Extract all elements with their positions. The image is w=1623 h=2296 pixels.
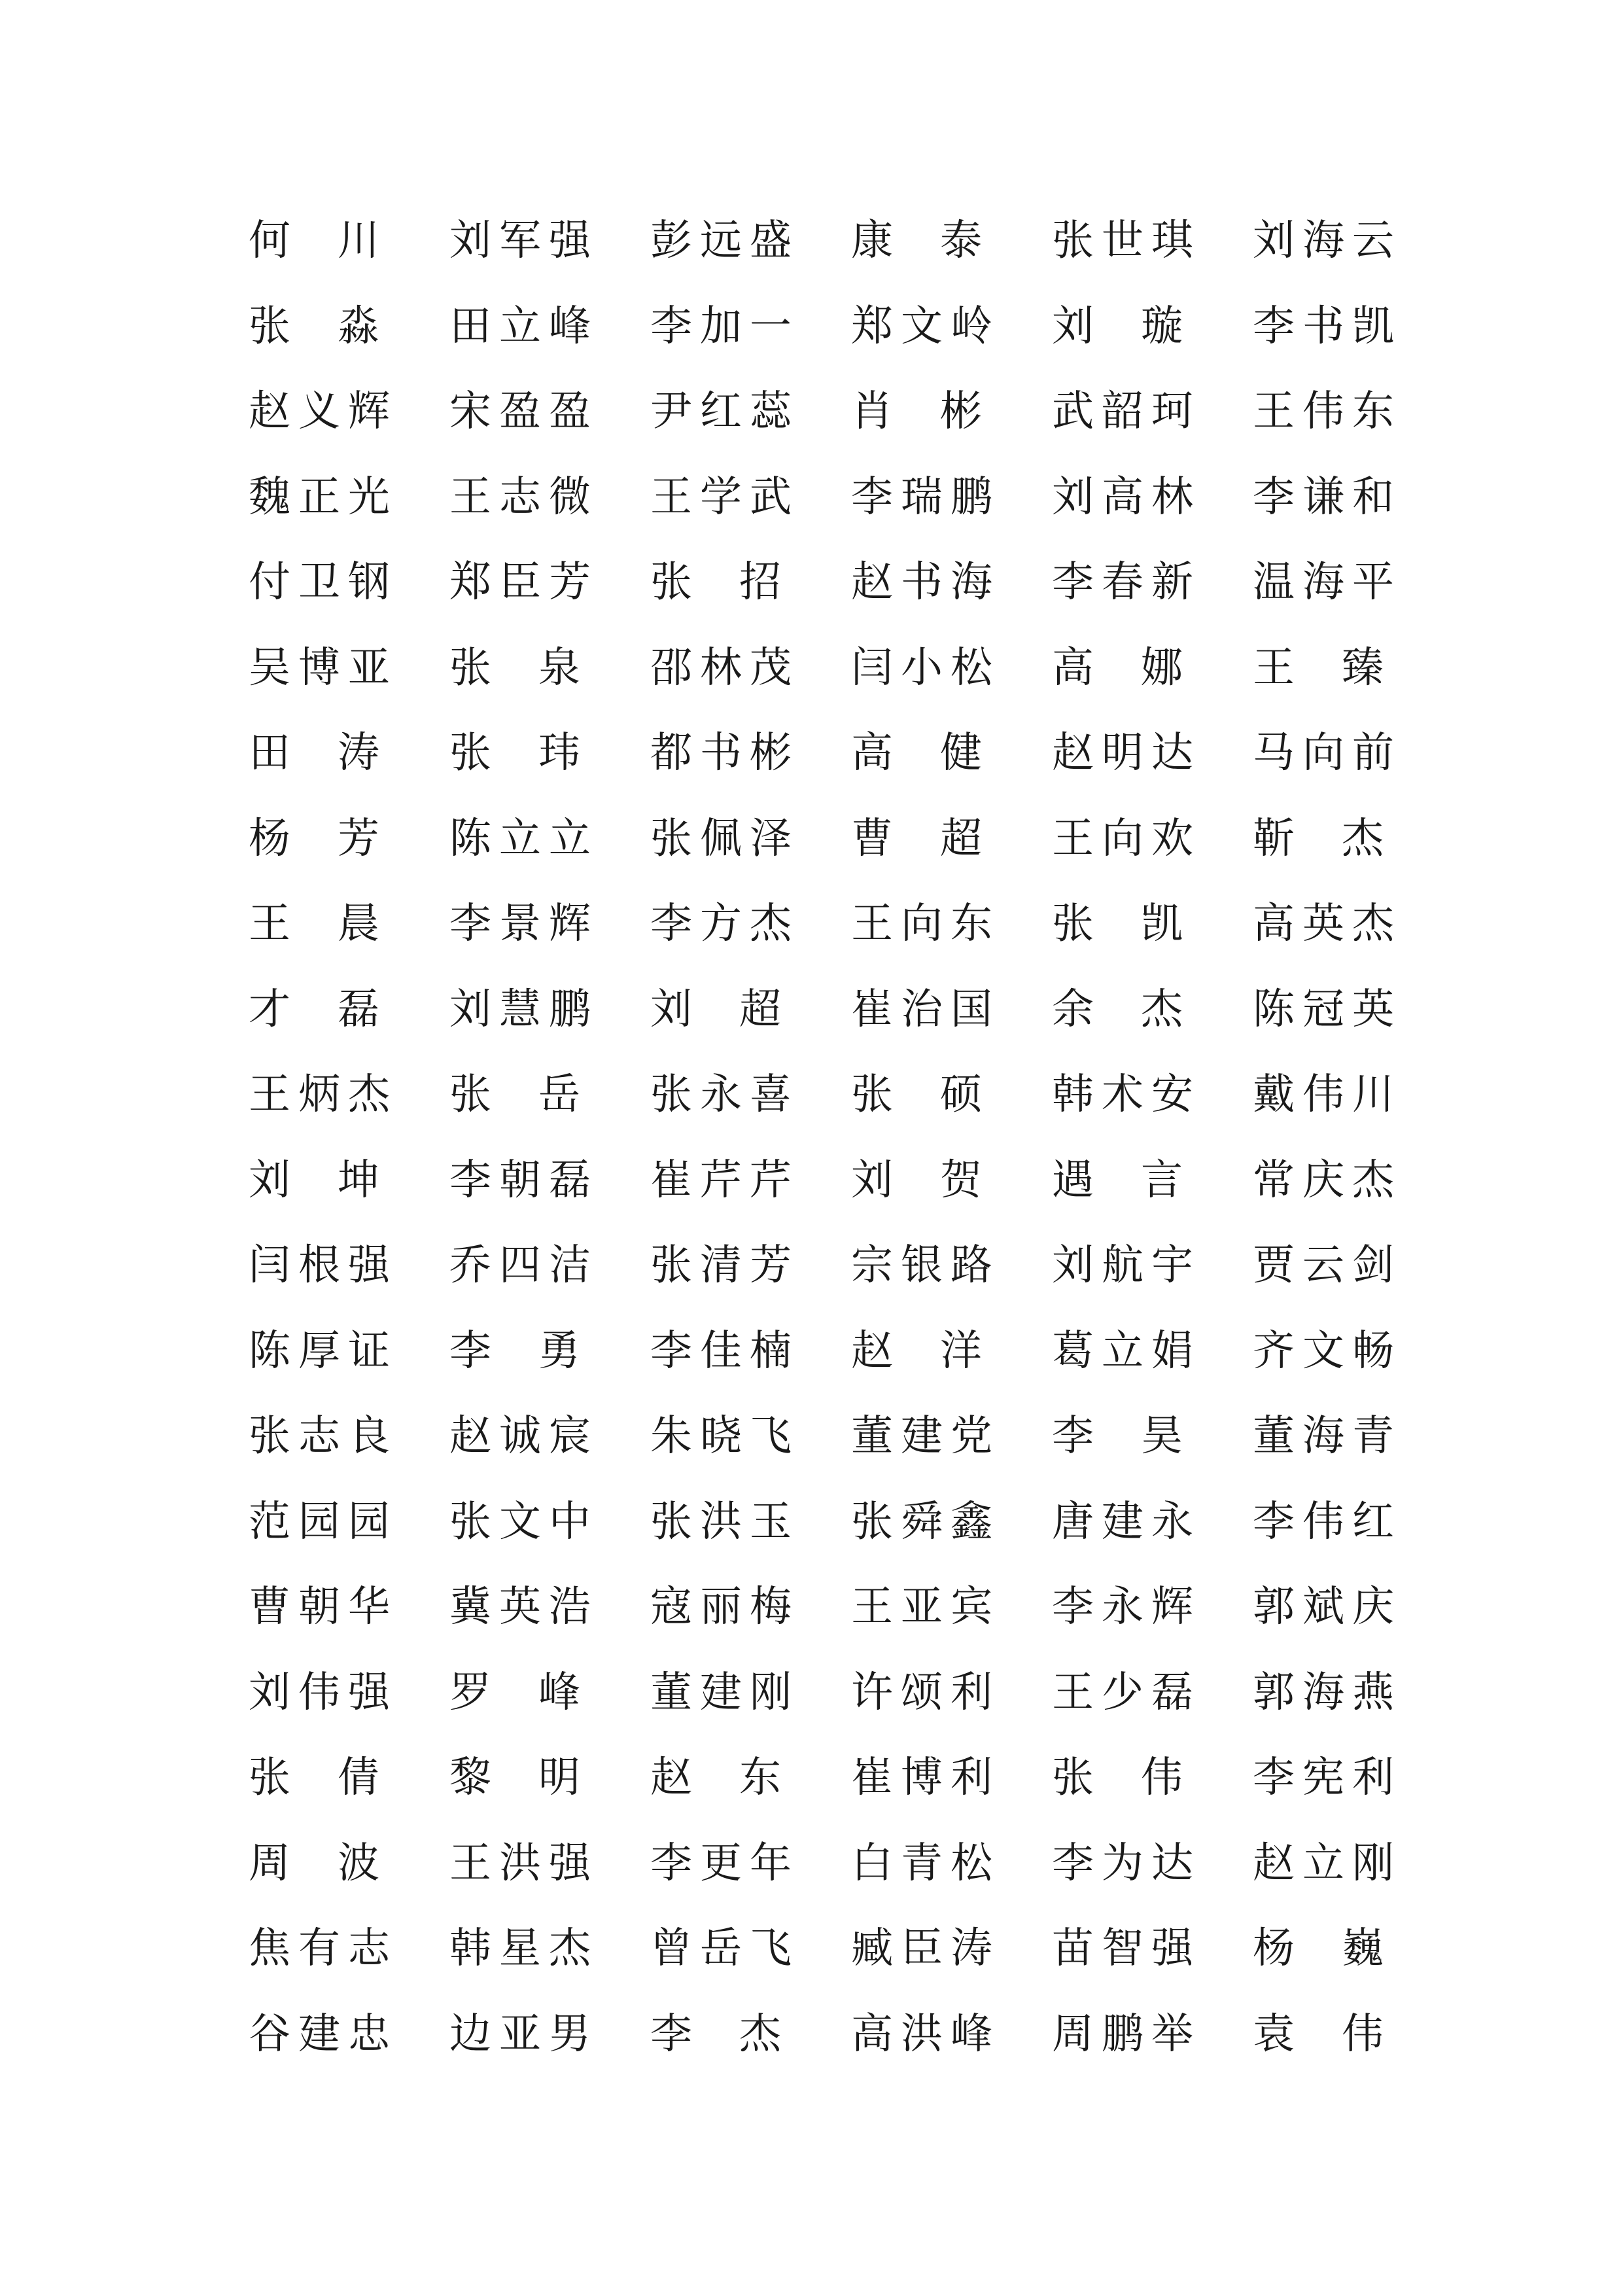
person-name: 白青松 [851,1839,1000,1888]
person-name: 常庆杰 [1253,1156,1402,1205]
person-name: 刘 超 [650,985,781,1034]
person-name: 高 健 [851,729,982,777]
person-name: 邵林茂 [650,643,799,692]
person-name: 冀英浩 [449,1583,599,1631]
person-name: 张 岳 [449,1070,580,1119]
person-name: 张 玮 [449,729,580,777]
person-name: 李永辉 [1052,1583,1201,1631]
person-name: 李宪利 [1253,1754,1402,1802]
person-name: 高英杰 [1253,900,1402,948]
person-name: 都书彬 [650,729,799,777]
person-name: 李佳楠 [650,1326,799,1375]
person-name: 宋盈盈 [449,387,599,436]
person-name: 曾岳飞 [650,1924,799,1973]
person-name: 遇 言 [1052,1156,1183,1205]
person-name: 赵书海 [851,558,1000,607]
person-name: 张文中 [449,1497,599,1546]
person-name: 郭海燕 [1253,1668,1402,1717]
person-name: 贾云剑 [1253,1241,1402,1290]
person-name: 魏正光 [249,472,398,521]
person-name: 郭斌庆 [1253,1583,1402,1631]
person-name: 崔博利 [851,1754,1000,1802]
person-name: 张 倩 [249,1754,379,1802]
person-name: 王学武 [650,472,799,521]
person-name: 康 泰 [851,217,982,265]
person-name: 彭远盛 [650,217,799,265]
person-name: 赵立刚 [1253,1839,1402,1888]
person-name: 苗智强 [1052,1924,1201,1973]
person-name: 许颂利 [851,1668,1000,1717]
person-name: 张 泉 [449,643,580,692]
person-name: 马向前 [1253,729,1402,777]
person-name: 刘 贺 [851,1156,982,1205]
person-name: 王志微 [449,472,599,521]
person-name: 刘 璇 [1052,302,1183,351]
person-name: 袁 伟 [1253,2009,1384,2058]
person-name: 靳 杰 [1253,814,1384,863]
person-name: 崔芹芹 [650,1156,799,1205]
name-list-grid [249,208,1400,2087]
person-name: 田 涛 [249,729,379,777]
person-name: 寇丽梅 [650,1583,799,1631]
person-name: 才 磊 [249,985,379,1034]
person-name: 李瑞鹏 [851,472,1000,521]
person-name: 陈厚证 [249,1326,398,1375]
person-name: 董海青 [1253,1412,1402,1460]
person-name: 李朝磊 [449,1156,599,1205]
person-name: 李 杰 [650,2009,781,2058]
person-name: 张 淼 [249,302,379,351]
person-name: 赵义辉 [249,387,398,436]
person-name: 闫小松 [851,643,1000,692]
person-name: 何 川 [249,217,379,265]
person-name: 韩星杰 [449,1924,599,1973]
person-name: 李书凯 [1253,302,1402,351]
person-name: 王炳杰 [249,1070,398,1119]
person-name: 李为达 [1052,1839,1201,1888]
person-name: 王 晨 [249,900,379,948]
person-name: 刘慧鹏 [449,985,599,1034]
person-name: 赵明达 [1052,729,1201,777]
person-name: 李方杰 [650,900,799,948]
person-name: 臧臣涛 [851,1924,1000,1973]
person-name: 杨 芳 [249,814,379,863]
person-name: 肖 彬 [851,387,982,436]
person-name: 张清芳 [650,1241,799,1290]
person-name: 赵 洋 [851,1326,982,1375]
person-name: 周 波 [249,1839,379,1888]
person-name: 付卫钢 [249,558,398,607]
person-name: 赵诚宸 [449,1412,599,1460]
person-name: 刘高林 [1052,472,1201,521]
person-name: 王伟东 [1253,387,1402,436]
person-name: 张 硕 [851,1070,982,1119]
person-name: 王向欢 [1052,814,1201,863]
person-name: 李 昊 [1052,1412,1183,1460]
person-name: 范园园 [249,1497,398,1546]
person-name: 张 凯 [1052,900,1183,948]
person-name: 杨 巍 [1253,1924,1384,1973]
person-name: 田立峰 [449,302,599,351]
person-name: 张志良 [249,1412,398,1460]
person-name: 刘伟强 [249,1668,398,1717]
person-name: 张 招 [650,558,781,607]
person-name: 周鹏举 [1052,2009,1201,2058]
person-name: 曹朝华 [249,1583,398,1631]
person-name: 葛立娟 [1052,1326,1201,1375]
person-name: 刘 坤 [249,1156,379,1205]
person-name: 曹 超 [851,814,982,863]
person-name: 李伟红 [1253,1497,1402,1546]
person-name: 李更年 [650,1839,799,1888]
person-name: 吴博亚 [249,643,398,692]
person-name: 陈立立 [449,814,599,863]
person-name: 李春新 [1052,558,1201,607]
person-name: 王向东 [851,900,1000,948]
person-name: 焦有志 [249,1924,398,1973]
person-name: 董建刚 [650,1668,799,1717]
person-name: 武韶珂 [1052,387,1201,436]
person-name: 韩术安 [1052,1070,1201,1119]
person-name: 张永喜 [650,1070,799,1119]
person-name: 张洪玉 [650,1497,799,1546]
person-name: 尹红蕊 [650,387,799,436]
person-name: 张世琪 [1052,217,1201,265]
person-name: 赵 东 [650,1754,781,1802]
person-name: 李加一 [650,302,799,351]
person-name: 罗 峰 [449,1668,580,1717]
person-name: 高 娜 [1052,643,1183,692]
person-name: 刘海云 [1253,217,1402,265]
person-name: 张舜鑫 [851,1497,1000,1546]
person-name: 温海平 [1253,558,1402,607]
person-name: 李景辉 [449,900,599,948]
person-name: 闫根强 [249,1241,398,1290]
person-name: 黎 明 [449,1754,580,1802]
person-name: 崔治国 [851,985,1000,1034]
person-name: 边亚男 [449,2009,599,2058]
person-name: 余 杰 [1052,985,1183,1034]
person-name: 郑臣芳 [449,558,599,607]
person-name: 王少磊 [1052,1668,1201,1717]
person-name: 郑文岭 [851,302,1000,351]
person-name: 张 伟 [1052,1754,1183,1802]
person-name: 唐建永 [1052,1497,1201,1546]
person-name: 齐文畅 [1253,1326,1402,1375]
person-name: 高洪峰 [851,2009,1000,2058]
person-name: 王亚宾 [851,1583,1000,1631]
person-name: 乔四洁 [449,1241,599,1290]
person-name: 李谦和 [1253,472,1402,521]
person-name: 刘航宇 [1052,1241,1201,1290]
person-name: 刘军强 [449,217,599,265]
person-name: 王洪强 [449,1839,599,1888]
person-name: 董建党 [851,1412,1000,1460]
person-name: 李 勇 [449,1326,580,1375]
person-name: 朱晓飞 [650,1412,799,1460]
person-name: 王 臻 [1253,643,1384,692]
person-name: 谷建忠 [249,2009,398,2058]
person-name: 戴伟川 [1253,1070,1402,1119]
person-name: 张佩泽 [650,814,799,863]
person-name: 陈冠英 [1253,985,1402,1034]
person-name: 宗银路 [851,1241,1000,1290]
